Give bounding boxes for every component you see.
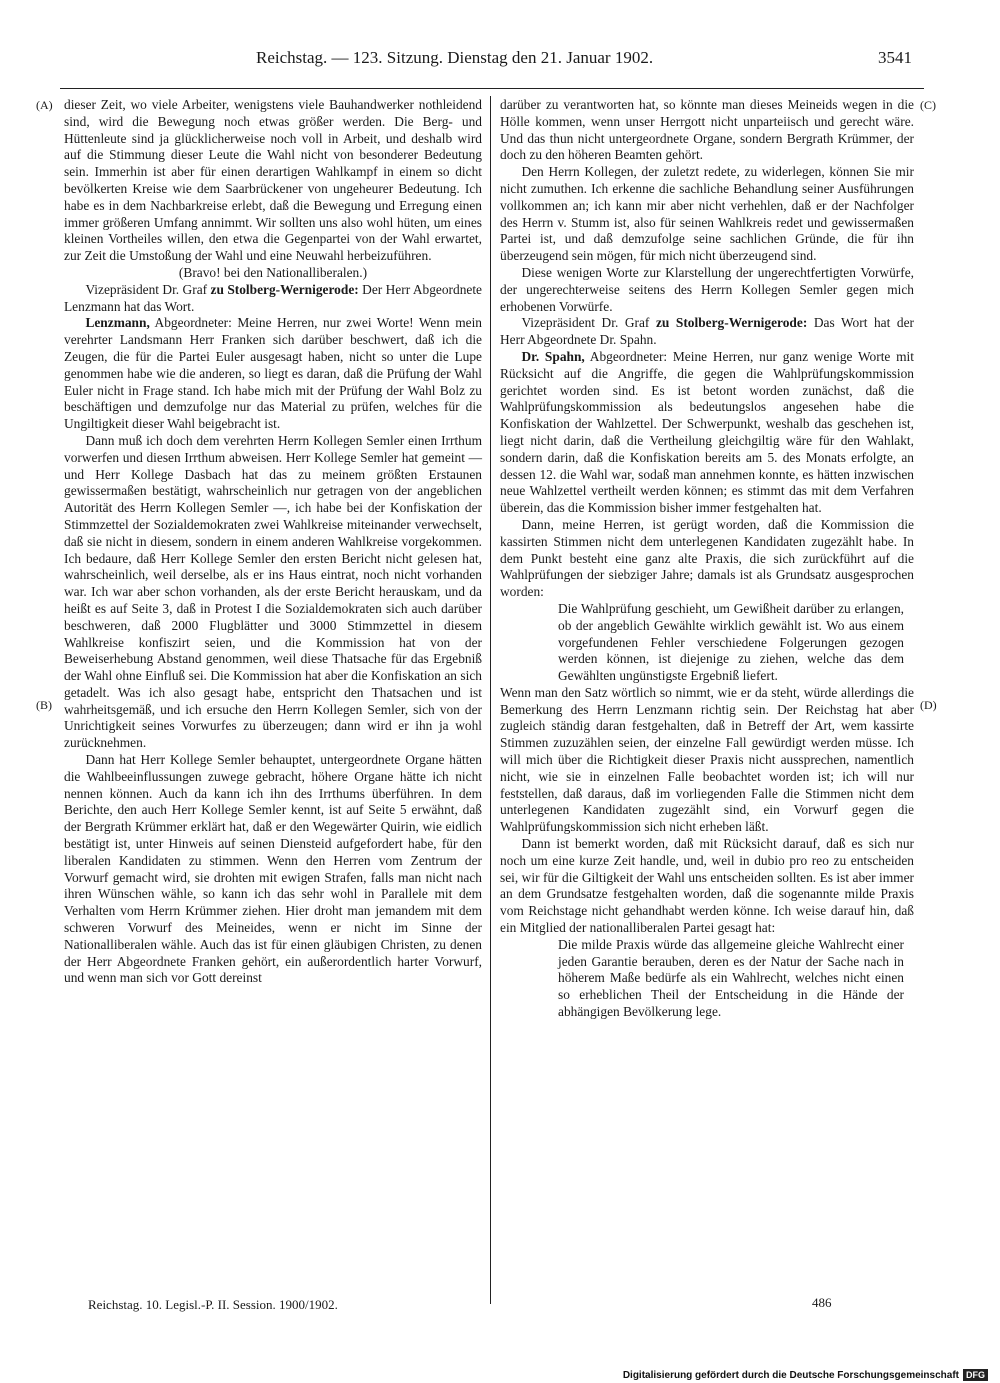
paragraph: Dann hat Herr Kollege Semler behauptet, untergeordnete Organe hätten die Wahlbeeinflussungen zuwege gebracht, höhere Organe hätte ich nicht nennen können. Auch da kann ich ihn des Irrthums überführen. In dem Berichte, den auch Herr Kollege Semler kennt, ist auf Seite 5 erwähnt, daß der Bergrath Krümmer erklärt hat, daß er den Wegewärter Quirin, wie eidlich bestätigt ist, unter Hinweis auf seinen Diensteid aufgefordert habe, für den liberalen Kandidaten zu stimmen. Wenn den Herren vom Zentrum der Vorwurf gemacht wird, sie drohten mit ewigen Strafen, falls man nicht nach ihren Wünschen wähle, so kann ich das sehr wohl in Parallele mit dem Verhalten vom Herrn Krümmer ziehen. Hier droht man jemandem mit dem schweren Vorwurf des Meineides, wenn er nicht im Sinne der Nationalliberalen wähle. Auch das ist für einen gläubigen Christen, zu denen der Herr Abgeordnete Franken gehört, ein außerordentlich harter Vorwurf, und wenn man sich vor Gott dereinst: [64, 752, 482, 986]
speaker-paragraph: [64, 315, 482, 433]
column-divider: [490, 96, 491, 1304]
block-quote: Die milde Praxis würde das allgemeine gleiche Wahlrecht einer jeden Garantie berauben, deren es der Natur der Sache nach in höherem Maße bedürfe als ein Wahlrecht, welches nicht einen so erheblichen Theil der Entscheidung in die Hände der abhängigen Bevölkerung lege.: [558, 936, 904, 1020]
paragraph: Wenn man den Satz wörtlich so nimmt, wie er da steht, würde allerdings die Bemerkung des Herrn Lenzmann richtig sein. Der Reichstag hat aber zugleich ständig daran festgehalten, daß in Betreff der Art, wem kassirte Stimmen zuzuzählen seien, der einzelne Fall gewürdigt werden müsse. Ich will mich über die Richtigkeit dieser Praxis nicht aussprechen, namentlich nicht, wie sie in einzelnen Falle beobachtet worden ist; ich will nur feststellen, daß daraus, daß im vorliegenden Falle die Stimmen nicht dem unterlegenen Kandidaten zugezählt sind, ein Vorwurf gegen die Wahlprüfungskommission sich nicht erheben läßt.: [500, 684, 914, 835]
paragraph-text: Abgeordneter: Meine Herren, nur zwei Worte! Wenn mein verehrter Landsmann Herr Franken sich darüber beschwert, daß ich die Zeugen, die für die Partei Euler ausgesagt haben, nicht so unter die Lupe genommen habe wie die anderen, so liegt es daran, daß die Prüfung der Wahl Euler nicht in Frage stand. Ich habe mich mit der Prüfung der Wahl Bolz zu beschäftigen und demzufolge nur das Material zu prüfen, welches für die Ungiltigkeit dieser Wahl beigebracht ist.: [64, 315, 482, 432]
speaker-name: Lenzmann,: [85, 315, 150, 331]
paragraph: Diese wenigen Worte zur Klarstellung der ungerechtfertigten Vorwürfe, der ungerechterweise seitens des Herrn Kollegen Semler gegen mich erhobenen Vorwürfe.: [500, 264, 914, 314]
footer-signature: Reichstag. 10. Legisl.-P. II. Session. 1900/1902.: [88, 1297, 338, 1312]
margin-marker-a: (A): [36, 98, 53, 112]
dfg-logo-icon: DFG: [963, 1369, 988, 1381]
paragraph: darüber zu verantworten hat, so könnte man dieses Meineids wegen in die Hölle kommen, wenn unser Herrgott nicht unparteiisch und gerecht wäre. Und das thun nicht untergeordnete Organe, sondern Bergrath Krümmer, der doch zu den höheren Beamten gehört.: [500, 97, 914, 163]
speaker-paragraph: [64, 282, 482, 316]
page-header: [0, 48, 1000, 78]
paragraph-text: Abgeordneter: Meine Herren, nur ganz wenige Worte mit Rücksicht auf die Angriffe, die gegen die Wahlprüfungskommission gerichtet worden sind. Es ist betont worden zunächst, daß die Wahlprüfungskommission als bedeutungslos angesehen habe die Konfiskation der Wahlzettel. Der Schwerpunkt, weshalb das geschehen ist, liegt nicht darin, daß die Vertheilung gleichgiltig wäre für den Wahlakt, sondern darin, daß die Konfiskation bereits am 5. des Monats erfolgte, an dessen 12. die Wahl war, sodaß man annehmen konnte, es hätten inzwischen neue Wahlzettel vertheilt werden können; es stimmt das mit dem Verfahren überein, das die Kommission bisher immer festgehalten hat.: [500, 348, 914, 516]
margin-marker-d: (D): [920, 698, 937, 712]
speaker-name: zu Stolberg-Wernigerode:: [655, 315, 808, 331]
paragraph: Dann muß ich doch dem verehrten Herrn Kollegen Semler einen Irrthum vorwerfen und diesen Irrthum abweisen. Herr Kollege Semler hat gemeint — und Herr Kollege Dasbach hat das zu meinem größten Erstaunen gewissermaßen bestätigt, wahrscheinlich nur getragen von der angeblichen Autorität des Herrn Kollegen Semler —, ich habe bei der Konfiskation der Stimmzettel der Sozialdemokraten zwei Wahlkreise miteinander verwechselt, daß sie nicht in diesem, sondern in einem anderen Wahlkreise vorgekommen. Ich bedaure, daß Herr Kollege Semler den ersten Bericht nicht gelesen hat, wahrscheinlich, weil derselbe, als er ins Haus eintrat, noch nicht vorhanden war. Ich war aber schon vorhanden, als der erste Bericht herauskam, und da heißt es auf Seite 3, daß in Protest I die Sozialdemokraten sich auch darüber beschweren, daß 2000 Flugblätter und 3000 Stimmzettel in diesem Wahlkreise konfiszirt seien, und die Kommission hat von der Beweiserhebung Abstand genommen, weil diese Thatsache für das Ergebniß der Wahl ohne Einfluß sei. Die Kommission hat aber die Konfiskation an sich getadelt. Was ich also gesagt habe, entspricht den Thatsachen und ist wahrheitsgemäß, und ich ersuche den Herrn Kollegen Semler, sich von der Unrichtigkeit seines Vorwurfes zu überzeugen; dann wird er ihn ja wohl zurücknehmen.: [64, 432, 482, 751]
speaker-paragraph: [500, 315, 914, 349]
speaker-name: zu Stolberg-Wernigerode:: [210, 281, 359, 297]
page-number: 3541: [878, 48, 912, 67]
paragraph: Den Herrn Kollegen, der zuletzt redete, zu widerlegen, können Sie mir nicht zumuthen. Ich erkenne die sachliche Behandlung seiner Ausführungen vollkommen an; ich kann mir aber nicht verhehlen, daß er der Nachfolger des Herrn v. Stumm ist, also für seinen Wahlkreis redet und gewissermaßen Partei ist, und daß demzufolge seine sachlichen Gründe, die für ihn überzeugend sein mögen, für mich nicht überzeugend sind.: [500, 164, 914, 264]
paragraph: Dann, meine Herren, ist gerügt worden, daß die Kommission die kassirten Stimmen nicht dem unterlegenen Kandidaten zugezählt habe. In dem Punkt besteht eine ganz alte Praxis, die sich zurückführt auf die Wahlprüfungen der siebziger Jahre; damals ist als Grundsatz ausgesprochen worden:: [500, 516, 914, 600]
footer-sheet-number: 486: [812, 1295, 832, 1310]
speaker-paragraph: [500, 349, 914, 517]
margin-marker-c: (C): [920, 98, 936, 112]
speaker-title: Vizepräsident Dr. Graf: [521, 315, 656, 331]
block-quote: Die Wahlprüfung geschieht, um Gewißheit darüber zu erlangen, ob der angeblich Gewählte wirklich gewählt ist. Wo aus einem vorgefundenen Fehler verschiedene Folgerungen gezogen werden können, ist diejenige zu ziehen, welche das dem Gewählten ungünstigste Ergebniß liefert.: [558, 600, 904, 684]
header-rule: [60, 88, 924, 89]
interjection: (Bravo! bei den Nationalliberalen.): [178, 264, 368, 280]
dfg-credit-text: Digitalisierung gefördert durch die Deutsche Forschungsgemeinschaft: [622, 1369, 959, 1381]
speaker-name: Dr. Spahn,: [521, 348, 585, 364]
speaker-title: Vizepräsident Dr. Graf: [85, 281, 211, 297]
paragraph: Dann ist bemerkt worden, daß mit Rücksicht darauf, daß es sich nur noch um eine kurze Zeit handle, und, weil in dubio pro reo zu entscheiden sei, wir für die Giltigkeit der Wahl uns entscheiden sollten. Es ist aber immer an dem Grundsatze festgehalten worden, daß die sogenannte milde Praxis vom Reichstage nicht gehandhabt werden könne. Ich weise darauf hin, daß ein Mitglied der nationalliberalen Partei gesagt hat:: [500, 836, 914, 936]
paragraph: dieser Zeit, wo viele Arbeiter, wenigstens viele Bauhandwerker nothleidend sind, wird die Bewegung noch etwas größer werden. Die Berg- und Hüttenleute sind ja glücklicherweise noch voll in Arbeit, und deshalb wird auf die Stimmung dieser Leute die Wahl nicht von besonderer Bedeutung sein. Immerhin ist aber für einen derartigen Wahlkampf in einem so dicht bevölkerten Kreise wie dem Saarbrückener von ungeheurer Bedeutung. Ich habe es in dem Nachbarkreise erlebt, daß die Bewegung und Erregung einen immer größeren Umfang annimmt. Wir sollten uns also wohl hüten, um eines kleinen Vortheiles willen, den etwa die Gegenpartei von der Wahl erwartet, zur Zeit die Umstoßung der Wahl und eine Neuwahl herbeizuführen.: [64, 97, 482, 264]
paragraph-text: Das Wort hat der Herr Abgeordnete Dr. Spahn.: [500, 315, 915, 348]
paragraph-text: Der Herr Abgeordnete Lenzmann hat das Wort.: [64, 281, 483, 314]
margin-marker-b: (B): [36, 698, 52, 712]
right-column: [500, 97, 914, 1021]
left-column: [64, 97, 482, 987]
dfg-credit: [623, 1368, 988, 1382]
page-title: Reichstag. — 123. Sitzung. Dienstag den 21. Januar 1902.: [256, 48, 654, 67]
